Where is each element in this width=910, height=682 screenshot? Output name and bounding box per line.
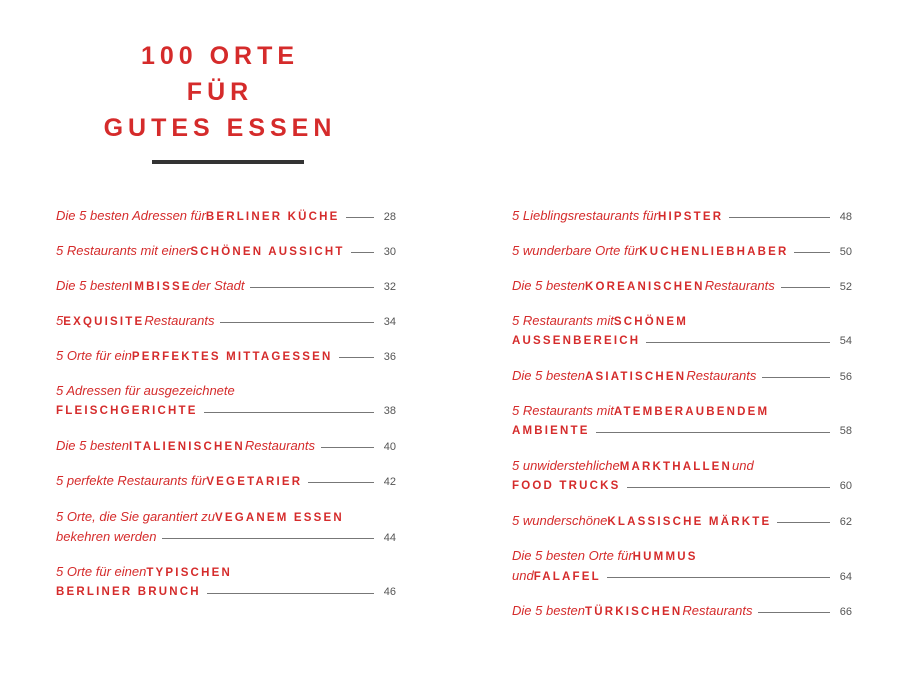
toc-page-number: 30: [383, 246, 396, 258]
toc-page-number: 44: [383, 532, 396, 544]
toc-entry-line: [512, 331, 852, 351]
toc-page-number: 54: [839, 335, 852, 347]
toc-entry[interactable]: [56, 471, 396, 491]
toc-entry-keyword: SCHÖNEN AUSSICHT: [190, 246, 345, 258]
toc-entry-text: 5 Adressen für ausgezeichnete: [56, 383, 235, 398]
toc-entry-line: [56, 436, 396, 456]
toc-page-number: 28: [383, 211, 396, 223]
toc-entry[interactable]: [512, 206, 852, 226]
toc-entry-text: und: [512, 568, 534, 583]
toc-entry-text: 5 Restaurants mit: [512, 313, 614, 328]
toc-entry-keyword: TYPISCHEN: [146, 567, 232, 579]
toc-entry-line: [56, 582, 396, 602]
toc-entry-text: Restaurants: [144, 313, 215, 328]
toc-entry[interactable]: [56, 381, 396, 421]
toc-entry[interactable]: [512, 511, 852, 531]
toc-entry-text: Die 5 besten: [512, 278, 585, 293]
toc-entry-keyword: MARKTHALLEN: [619, 461, 733, 473]
toc-page-number: 32: [383, 281, 396, 293]
toc-entry-line: [512, 241, 852, 261]
toc-leader-line: [596, 432, 830, 433]
toc-entry-line: [56, 241, 396, 261]
toc-entry-keyword: FLEISCHGERICHTE: [56, 405, 198, 417]
toc-entry[interactable]: [56, 311, 396, 331]
toc-leader-line: [207, 593, 374, 594]
toc-entry-keyword: EXQUISITE: [63, 316, 145, 328]
toc-entry-line: [56, 311, 396, 331]
toc-entry[interactable]: [512, 276, 852, 296]
title-line-3: GUTES ESSEN: [103, 114, 337, 142]
toc-entry-keyword: TÜRKISCHEN: [585, 606, 683, 618]
toc-entry-text: Die 5 besten: [512, 603, 585, 618]
toc-entry-text: 5 wunderbare Orte für: [512, 243, 640, 258]
toc-entry-text: 5 Orte, die Sie garantiert zu: [56, 509, 215, 524]
toc-entry-text: 5 Orte für ein: [56, 348, 132, 363]
toc-page-number: 48: [839, 211, 852, 223]
toc-leader-line: [204, 412, 374, 413]
toc-entry[interactable]: [512, 601, 852, 621]
toc-entry-text: Die 5 besten: [56, 438, 129, 453]
toc-entry-text: Die 5 besten Orte für: [512, 548, 633, 563]
toc-entry-keyword: HUMMUS: [632, 551, 698, 563]
toc-entry[interactable]: [56, 276, 396, 296]
toc-entry-keyword: IMBISSE: [129, 281, 192, 293]
toc-leader-line: [162, 538, 374, 539]
toc-entry-text: Restaurants: [704, 278, 775, 293]
toc-entry-text: 5 Lieblingsrestaurants für: [512, 208, 658, 223]
toc-entry-line: [512, 566, 852, 586]
toc-leader-line: [351, 252, 374, 253]
toc-entry[interactable]: [512, 241, 852, 261]
toc-entry[interactable]: [512, 311, 852, 351]
toc-entry-line: [512, 311, 852, 331]
toc-entry-text: bekehren werden: [56, 529, 157, 544]
toc-entry-keyword: ITALIENISCHEN: [129, 441, 245, 453]
title-line-2: FÜR: [186, 78, 254, 106]
toc-entry-keyword: KUCHENLIEBHABER: [639, 246, 789, 258]
toc-leader-line: [627, 487, 830, 488]
toc-page-number: 36: [383, 351, 396, 363]
toc-entry-line: [56, 562, 396, 582]
toc-entry[interactable]: [56, 507, 396, 547]
toc-entry[interactable]: [56, 241, 396, 261]
toc-entry-line: [512, 401, 852, 421]
toc-entry[interactable]: [512, 546, 852, 586]
toc-leader-line: [646, 342, 830, 343]
toc-entry[interactable]: [56, 346, 396, 366]
toc-page-number: 42: [383, 476, 396, 488]
toc-page-number: 50: [839, 246, 852, 258]
toc-entry-keyword: HIPSTER: [657, 211, 724, 223]
toc-entry[interactable]: [512, 366, 852, 386]
toc-entry-text: Restaurants: [686, 368, 757, 383]
title-divider: [152, 160, 304, 164]
toc-entry-line: [56, 381, 396, 401]
toc-leader-line: [777, 522, 830, 523]
toc-entry-text: 5 unwiderstehliche: [512, 458, 620, 473]
toc-entry-line: [512, 456, 852, 476]
toc-entry-text: 5 wunderschöne: [512, 513, 608, 528]
toc-entry-text: 5: [56, 313, 64, 328]
toc-page-number: 66: [839, 606, 852, 618]
toc-leader-line: [794, 252, 830, 253]
toc-page-number: 34: [383, 316, 396, 328]
toc-page-number: 52: [839, 281, 852, 293]
toc-entry-keyword: ATEMBERAUBENDEM: [613, 406, 770, 418]
toc-entry-keyword: AMBIENTE: [512, 425, 590, 437]
toc-entry-line: [512, 276, 852, 296]
toc-leader-line: [308, 482, 374, 483]
toc-leader-line: [781, 287, 830, 288]
toc-entry-line: [512, 601, 852, 621]
toc-entry-keyword: AUSSENBEREICH: [512, 335, 641, 347]
toc-leader-line: [758, 612, 830, 613]
toc-leader-line: [729, 217, 830, 218]
toc-entry-text: Die 5 besten Adressen für: [56, 208, 206, 223]
toc-entry-line: [512, 366, 852, 386]
toc-entry[interactable]: [56, 206, 396, 226]
toc-leader-line: [250, 287, 374, 288]
toc-entry-keyword: KLASSISCHE MÄRKTE: [607, 516, 772, 528]
toc-entry-text: 5 perfekte Restaurants für: [56, 473, 207, 488]
toc-entry-text: 5 Orte für einen: [56, 564, 147, 579]
toc-entry-line: [56, 471, 396, 491]
page-title: [70, 38, 370, 146]
toc-entry-keyword: KOREANISCHEN: [585, 281, 705, 293]
toc-entry-text: 5 Restaurants mit: [512, 403, 614, 418]
toc-entry[interactable]: [56, 436, 396, 456]
toc-entry-line: [512, 511, 852, 531]
toc-entry-line: [56, 206, 396, 226]
toc-entry-keyword: BERLINER BRUNCH: [56, 586, 201, 598]
toc-page-number: 60: [839, 480, 852, 492]
toc-leader-line: [321, 447, 374, 448]
toc-entry-line: [512, 206, 852, 226]
toc-entry-text: Die 5 besten: [512, 368, 585, 383]
toc-page-number: 46: [383, 586, 396, 598]
toc-entry-keyword: VEGETARIER: [206, 476, 303, 488]
toc-entry-keyword: PERFEKTES MITTAGESSEN: [131, 351, 333, 363]
toc-entry-line: [56, 401, 396, 421]
toc-leader-line: [346, 217, 375, 218]
toc-page-number: 56: [839, 371, 852, 383]
toc-entry-text: und: [732, 458, 754, 473]
toc-page-number: 62: [839, 516, 852, 528]
toc-entry-keyword: FOOD TRUCKS: [512, 480, 621, 492]
toc-entry[interactable]: [512, 456, 852, 496]
toc-entry-keyword: SCHÖNEM: [613, 316, 689, 328]
toc-entry-line: [56, 527, 396, 547]
toc-entry-text: Restaurants: [244, 438, 316, 453]
toc-leader-line: [220, 322, 374, 323]
toc-page-number: 64: [839, 571, 852, 583]
toc-entry-text: der Stadt: [191, 278, 245, 293]
toc-page-number: 58: [839, 425, 852, 437]
toc-entry-keyword: BERLINER KÜCHE: [205, 211, 340, 223]
toc-entry-text: 5 Restaurants mit einer: [56, 243, 191, 258]
toc-entry-text: Die 5 besten: [56, 278, 129, 293]
toc-entry-line: [56, 346, 396, 366]
toc-entry-keyword: FALAFEL: [533, 571, 601, 583]
title-line-1: 100 ORTE: [140, 42, 300, 70]
toc-entry-text: Restaurants: [682, 603, 753, 618]
toc-entry-line: [56, 507, 396, 527]
toc-entry-line: [512, 476, 852, 496]
toc-page-number: 40: [383, 441, 396, 453]
toc-entry-line: [512, 546, 852, 566]
toc-page-number: 38: [383, 405, 396, 417]
toc-leader-line: [607, 577, 830, 578]
toc-entry-line: [56, 276, 396, 296]
toc-leader-line: [339, 357, 375, 358]
toc-entry-keyword: VEGANEM ESSEN: [214, 512, 344, 524]
toc-entry-line: [512, 421, 852, 441]
toc-entry-keyword: ASIATISCHEN: [585, 371, 687, 383]
toc-entry[interactable]: [512, 401, 852, 441]
toc-leader-line: [762, 377, 830, 378]
toc-entry[interactable]: [56, 562, 396, 602]
